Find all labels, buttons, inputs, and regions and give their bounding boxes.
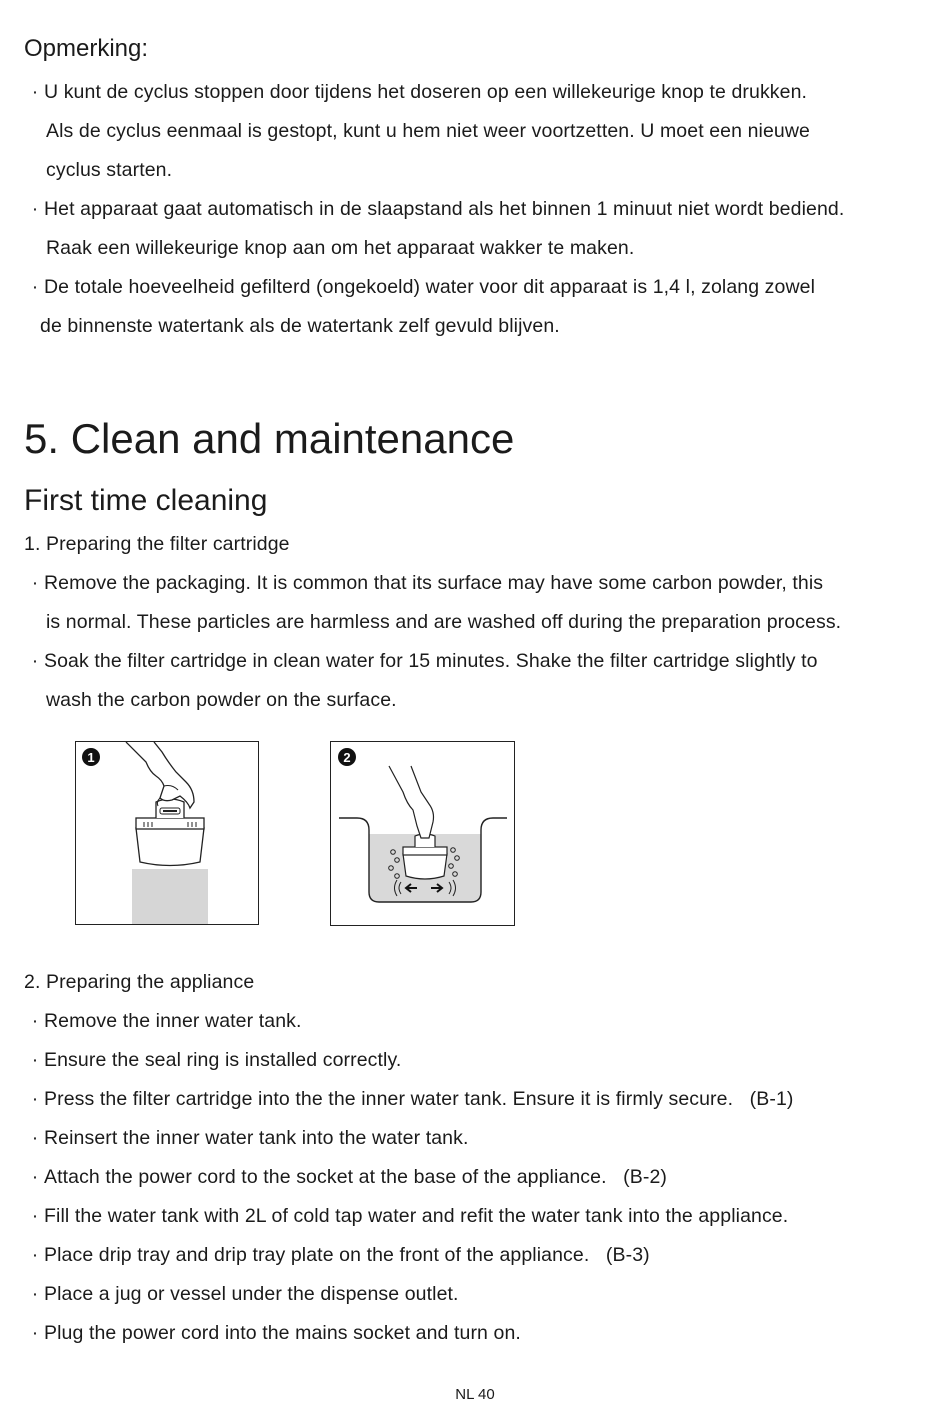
figure-1 (75, 741, 259, 925)
figure-number: 1 (87, 750, 95, 765)
step1-bullet-1-line-1: · Remove the packaging. It is common that its surface may have some carbon powder, this (28, 571, 823, 595)
step2-bullet-1: · Remove the inner water tank. (28, 1009, 302, 1033)
step1-heading: 1. Preparing the filter cartridge (24, 533, 290, 555)
page-number: NL 40 (455, 1386, 495, 1403)
bullet-dot: · (31, 1088, 39, 1110)
step1-bullet-2-line-2: wash the carbon powder on the surface. (46, 689, 397, 711)
step2-bullet-8: · Place a jug or vessel under the dispense outlet. (28, 1282, 459, 1306)
bullet-dot: · (31, 1283, 39, 1305)
bullet-dot: · (31, 1166, 39, 1188)
bullet-dot: · (31, 650, 39, 672)
note-bullet-3-line-2: de binnenste watertank als de watertank zelf gevuld blijven. (40, 315, 560, 337)
note-bullet-2-line-2: Raak een willekeurige knop aan om het apparaat wakker te maken. (46, 237, 635, 259)
bullet-dot: · (31, 572, 39, 594)
bullet-dot: · (31, 1244, 39, 1266)
section-subtitle: First time cleaning (24, 484, 268, 517)
figure-number: 2 (343, 750, 351, 765)
note-title: Opmerking: (24, 35, 149, 62)
section-title: 5. Clean and maintenance (24, 415, 515, 462)
soak-cartridge-illustration-icon (331, 742, 514, 925)
bullet-dot: · (31, 1127, 39, 1149)
note-bullet-3-line-1: · De totale hoeveelheid gefilterd (ongekoeld) water voor dit apparaat is 1,4 l, zolang zowel (28, 275, 815, 299)
step2-bullet-3: · Press the filter cartridge into the the inner water tank. Ensure it is firmly secure. (B-1) (28, 1087, 794, 1111)
bullet-dot: · (31, 1049, 39, 1071)
note-bullet-2-line-1: · Het apparaat gaat automatisch in de slaapstand als het binnen 1 minuut niet wordt bediend. (28, 197, 844, 221)
step2-heading: 2. Preparing the appliance (24, 971, 255, 993)
step1-bullet-1-line-2: is normal. These particles are harmless and are washed off during the preparation process. (46, 611, 842, 633)
figure-2 (330, 741, 515, 926)
step2-bullet-9: · Plug the power cord into the mains socket and turn on. (28, 1321, 521, 1345)
step1-bullet-2-line-1: · Soak the filter cartridge in clean water for 15 minutes. Shake the filter cartridge slightly to (28, 649, 818, 673)
step2-bullet-2: · Ensure the seal ring is installed correctly. (28, 1048, 401, 1072)
note-bullet-1-line-3: cyclus starten. (46, 159, 173, 181)
bullet-dot: · (31, 81, 39, 103)
step2-bullet-6: · Fill the water tank with 2L of cold tap water and refit the water tank into the appliance. (28, 1204, 788, 1228)
note-bullet-1-line-2: Als de cyclus eenmaal is gestopt, kunt u hem niet weer voortzetten. U moet een nieuwe (46, 120, 810, 142)
step2-bullet-7: · Place drip tray and drip tray plate on the front of the appliance. (B-3) (28, 1243, 650, 1267)
step2-bullet-4: · Reinsert the inner water tank into the water tank. (28, 1126, 468, 1150)
unpack-cartridge-illustration-icon (76, 742, 258, 924)
pedestal (132, 869, 208, 924)
note-bullet-1-line-1: · U kunt de cyclus stoppen door tijdens het doseren op een willekeurige knop te drukken. (28, 80, 807, 104)
step2-bullet-5: · Attach the power cord to the socket at the base of the appliance. (B-2) (28, 1165, 667, 1189)
bullet-dot: · (31, 276, 39, 298)
bullet-dot: · (31, 1010, 39, 1032)
bullet-dot: · (31, 198, 39, 220)
bullet-dot: · (31, 1322, 39, 1344)
bullet-dot: · (31, 1205, 39, 1227)
